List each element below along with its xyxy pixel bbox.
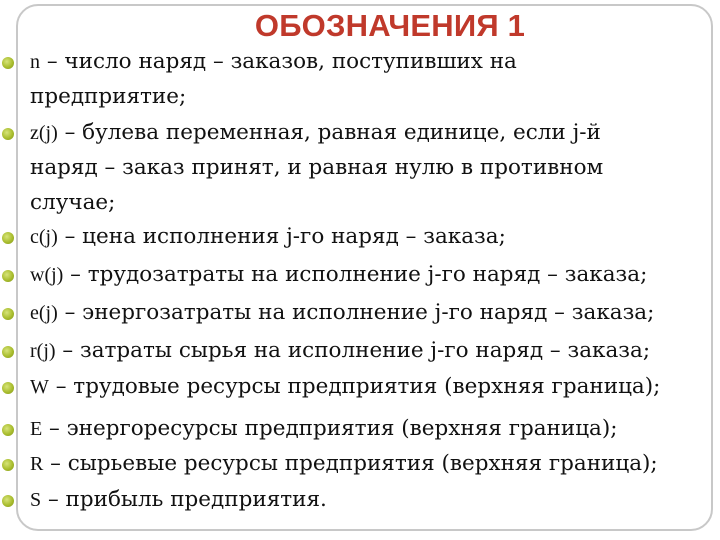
definition-line [30, 372, 660, 402]
bullet-icon [2, 232, 14, 244]
definition-text: – энергоресурсы предприятия (верхняя граница); [42, 416, 618, 441]
bullet-icon [2, 128, 14, 140]
definition-text: – сырьевые ресурсы предприятия (верхняя граница); [43, 451, 658, 476]
definition-line: наряд – заказ принят, и равная нулю в противном [30, 155, 604, 180]
definition-line [30, 222, 506, 252]
definition-line [30, 485, 327, 515]
definition-line [30, 298, 654, 328]
definition-symbol: e(j) [30, 302, 58, 324]
definition-symbol: S [30, 489, 42, 511]
definition-symbol: z(j) [30, 122, 58, 144]
definition-text: – энергозатраты на исполнение j-го наряд – заказа; [57, 300, 655, 325]
definition-symbol: c(j) [30, 226, 58, 248]
bullet-icon [2, 424, 14, 436]
definition-line [30, 336, 650, 366]
definition-symbol: R [30, 453, 44, 475]
definition-symbol: r(j) [30, 340, 56, 362]
slide-title: ОБОЗНАЧЕНИЯ 1 [254, 8, 526, 43]
definition-line [30, 449, 658, 479]
definition-text: – затраты сырья на исполнение j-го наряд – заказа; [55, 338, 651, 363]
definition-symbol: w(j) [30, 264, 64, 286]
definition-text: – трудозатраты на исполнение j-го наряд – заказа; [63, 262, 648, 287]
bullet-icon [2, 57, 14, 69]
bullet-icon [2, 382, 14, 394]
definition-line: предприятие; [30, 84, 187, 109]
definition-symbol: E [30, 418, 43, 440]
bullet-icon [2, 308, 14, 320]
definition-text: – булева переменная, равная единице, если j-й [57, 120, 601, 145]
definition-text: – прибыль предприятия. [41, 487, 327, 512]
definition-line [30, 47, 517, 77]
definition-line [30, 118, 601, 148]
bullet-icon [2, 495, 14, 507]
definition-text: – цена исполнения j-го наряд – заказа; [57, 224, 506, 249]
bullet-icon [2, 459, 14, 471]
bullet-icon [2, 346, 14, 358]
definition-symbol: n [30, 51, 40, 73]
definition-symbol: W [30, 376, 49, 398]
definition-line [30, 414, 617, 444]
definition-line [30, 260, 647, 290]
definition-text: – число наряд – заказов, поступивших на [40, 49, 517, 74]
definition-text: – трудовые ресурсы предприятия (верхняя граница); [48, 374, 661, 399]
bullet-icon [2, 270, 14, 282]
definition-line: случае; [30, 190, 116, 215]
